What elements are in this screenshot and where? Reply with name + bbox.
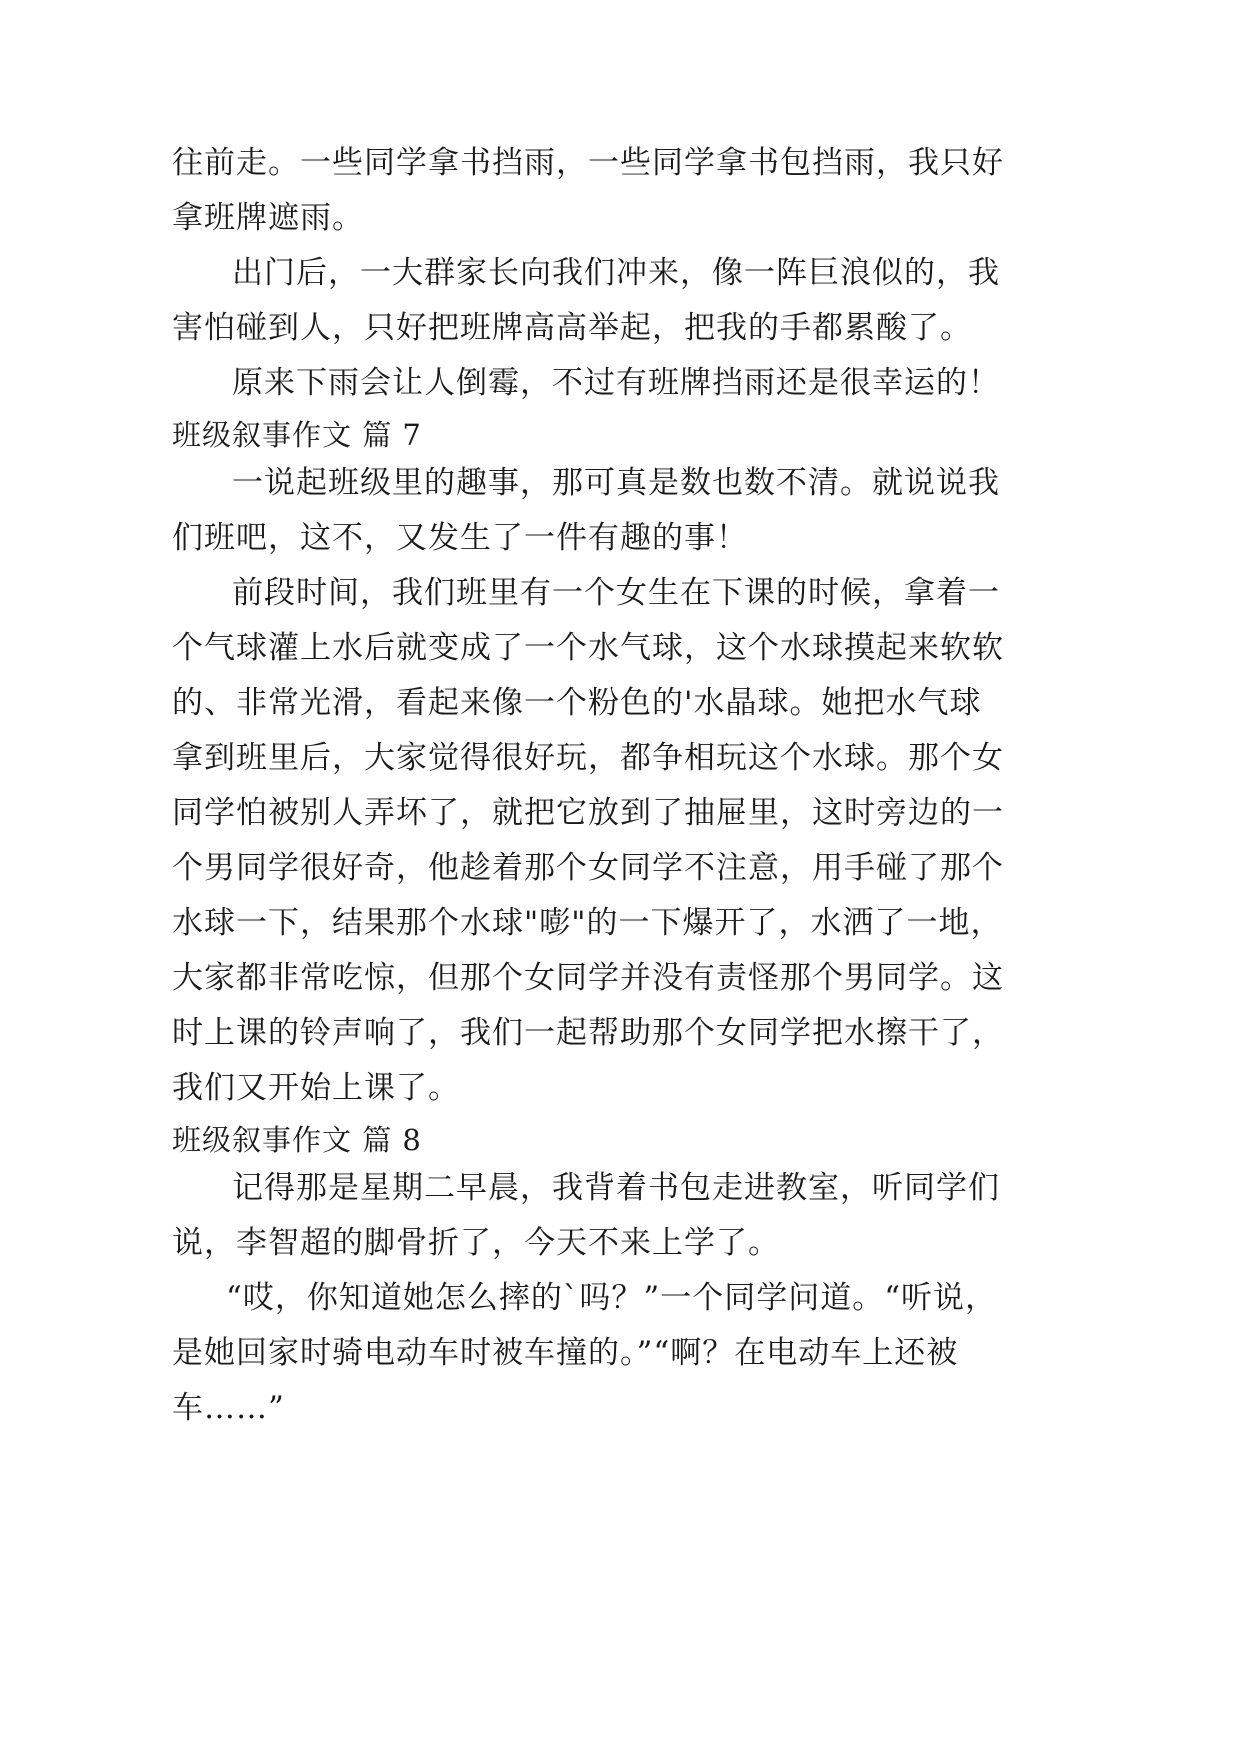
body-line: 往前走。一些同学拿书挡雨，一些同学拿书包挡雨，我只好 — [172, 145, 1004, 181]
body-line: 们班吧，这不，又发生了一件有趣的事！ — [172, 520, 748, 556]
body-line: 个男同学很好奇，他趁着那个女同学不注意，用手碰了那个 — [172, 850, 1004, 886]
body-line: 车……” — [172, 1390, 285, 1426]
body-line: 拿班牌遮雨。 — [172, 200, 364, 236]
body-line: 时上课的铃声响了，我们一起帮助那个女同学把水擦干了， — [172, 1015, 1004, 1051]
body-line: 同学怕被别人弄坏了，就把它放到了抽屉里，这时旁边的一 — [172, 795, 1004, 831]
body-line: 的、非常光滑，看起来像一个粉色的'水晶球。她把水气球 — [172, 685, 982, 721]
body-line: 水球一下，结果那个水球"嘭"的一下爆开了，水洒了一地， — [172, 905, 1003, 941]
body-line: 说，李智超的脚骨折了，今天不来上学了。 — [172, 1225, 780, 1261]
body-line: 害怕碰到人，只好把班牌高高举起，把我的手都累酸了。 — [172, 310, 972, 346]
body-line: 我们又开始上课了。 — [172, 1070, 460, 1106]
section-heading-8: 班级叙事作文 篇 8 — [172, 1123, 422, 1157]
body-line: 出门后，一大群家长向我们冲来，像一阵巨浪似的，我 — [232, 255, 1000, 291]
body-line: 拿到班里后，大家觉得很好玩，都争相玩这个水球。那个女 — [172, 740, 1004, 776]
body-line: 一说起班级里的趣事，那可真是数也数不清。就说说我 — [232, 465, 1000, 501]
body-line: 原来下雨会让人倒霉，不过有班牌挡雨还是很幸运的！ — [232, 365, 1000, 401]
body-line: 是她回家时骑电动车时被车撞的。”“啊？在电动车上还被 — [172, 1335, 959, 1371]
body-line: 记得那是星期二早晨，我背着书包走进教室，听同学们 — [232, 1170, 1000, 1206]
body-line: 个气球灌上水后就变成了一个水气球，这个水球摸起来软软 — [172, 630, 1004, 666]
body-line: “哎，你知道她怎么摔的`吗？”一个同学问道。“听说， — [226, 1280, 998, 1316]
body-line: 大家都非常吃惊，但那个女同学并没有责怪那个男同学。这 — [172, 960, 1004, 996]
body-line: 前段时间，我们班里有一个女生在下课的时候，拿着一 — [232, 575, 1000, 611]
section-heading-7: 班级叙事作文 篇 7 — [172, 418, 422, 452]
